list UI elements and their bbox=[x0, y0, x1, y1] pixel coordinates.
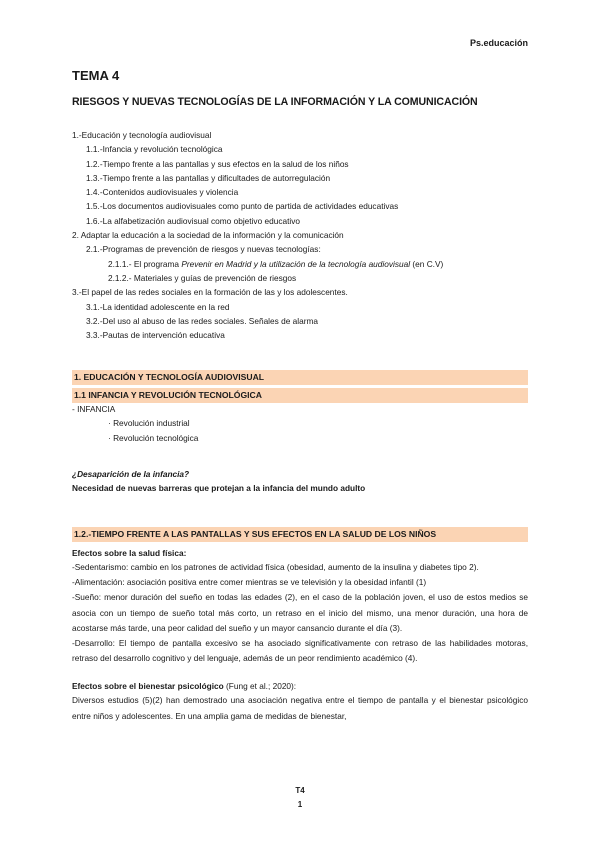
physical-health-heading: Efectos sobre la salud física: bbox=[72, 548, 187, 558]
subsection-heading-band: 1.1 INFANCIA Y REVOLUCIÓN TECNOLÓGICA bbox=[72, 388, 528, 403]
toc-item: 1.2.-Tiempo frente a las pantallas y sus efectos en la salud de los niños bbox=[86, 158, 349, 169]
toc-item-italic: Prevenir en Madrid y la utilización de la tecnología audiovisual bbox=[181, 258, 411, 269]
paragraph: Diversos estudios (5)(2) han demostrado una asociación negativa entre el tiempo de pantalla y el bienestar psicológico entre niños y adolescentes. En una amplia gama de medidas de bienestar, bbox=[72, 695, 528, 721]
toc-item: 2.1.2.- Materiales y guías de prevención de riesgos bbox=[108, 272, 297, 283]
toc-item: 1.6.-La alfabetización audiovisual como objetivo educativo bbox=[86, 215, 301, 226]
toc-item: 3.3.-Pautas de intervención educativa bbox=[86, 330, 225, 341]
toc-item: 3.2.-Del uso al abuso de las redes sociales. Señales de alarma bbox=[86, 315, 318, 326]
toc-item: 1.3.-Tiempo frente a las pantallas y dificultades de autorregulación bbox=[86, 172, 331, 183]
toc-item: 1.4.-Contenidos audiovisuales y violencia bbox=[86, 187, 239, 198]
paragraph: -Desarrollo: El tiempo de pantalla excesivo se ha asociado significativamente con retraso de las habilidades motoras, retraso del desarrollo cognitivo y del lenguaje, además de un peor rendimiento académico (4). bbox=[72, 638, 528, 664]
toc-item bbox=[72, 257, 532, 271]
wellbeing-heading-bold: Efectos sobre el bienestar psicológico bbox=[72, 681, 224, 692]
list-item: - INFANCIA bbox=[72, 404, 116, 414]
wellbeing-heading bbox=[72, 679, 528, 693]
toc-item: 1.1.-Infancia y revolución tecnológica bbox=[86, 144, 223, 155]
paragraph: -Alimentación: asociación positiva entre comer mientras se ve televisión y la obesidad infantil (1) bbox=[72, 577, 427, 588]
toc-item: 2.1.-Programas de prevención de riesgos y nuevas tecnologías: bbox=[86, 244, 321, 255]
statement-text: Necesidad de nuevas barreras que protejan a la infancia del mundo adulto bbox=[72, 483, 366, 493]
toc-item-suffix: (en C.V) bbox=[410, 258, 444, 269]
page-number: 1 bbox=[297, 800, 303, 809]
toc-item-prefix: 2.1.1.- El programa bbox=[108, 258, 182, 269]
question-text: ¿Desaparición de la infancia? bbox=[72, 469, 190, 479]
main-content bbox=[72, 370, 528, 724]
toc-item: 2. Adaptar la educación a la sociedad de la información y la comunicación bbox=[72, 230, 344, 241]
page-footer bbox=[0, 784, 600, 812]
page-header-course: Ps.educación bbox=[469, 38, 528, 48]
list-subitem: · Revolución tecnológica bbox=[108, 433, 199, 443]
footer-code: T4 bbox=[295, 786, 305, 795]
toc-item: 3.1.-La identidad adolescente en la red bbox=[86, 301, 230, 312]
page-title: TEMA 4 bbox=[72, 68, 120, 83]
subsection-heading-band: 1.2.-TIEMPO FRENTE A LAS PANTALLAS Y SUS EFECTOS EN LA SALUD DE LOS NIÑOS bbox=[72, 527, 528, 542]
toc-item: 3.-El papel de las redes sociales en la formación de las y los adolescentes. bbox=[72, 287, 348, 298]
toc-item: 1.-Educación y tecnología audiovisual bbox=[72, 130, 212, 140]
paragraph: -Sedentarismo: cambio en los patrones de actividad física (obesidad, aumento de la insulina y diabetes tipo 2). bbox=[72, 562, 479, 572]
section-screen-time bbox=[72, 527, 528, 724]
wellbeing-heading-citation: (Fung et al.; 2020): bbox=[223, 681, 297, 692]
list-subitem: · Revolución industrial bbox=[108, 418, 190, 428]
paragraph: -Sueño: menor duración del sueño en todas las edades (2), en el caso de la población joven, el uso de estos medios se asocia con un tiempo de sueño total más corto, un retraso en el inicio del mismo, una menor duración, una hora de acostarse más tarde, una peor calidad del sueño y un mayor cansancio durante el día (3). bbox=[72, 592, 528, 633]
table-of-contents bbox=[72, 128, 532, 342]
toc-item: 1.5.-Los documentos audiovisuales como punto de partida de actividades educativas bbox=[86, 201, 399, 212]
page-subtitle: RIESGOS Y NUEVAS TECNOLOGÍAS DE LA INFORMACIÓN Y LA COMUNICACIÓN bbox=[72, 96, 478, 108]
section-heading-band: 1. EDUCACIÓN Y TECNOLOGÍA AUDIOVISUAL bbox=[72, 370, 528, 385]
